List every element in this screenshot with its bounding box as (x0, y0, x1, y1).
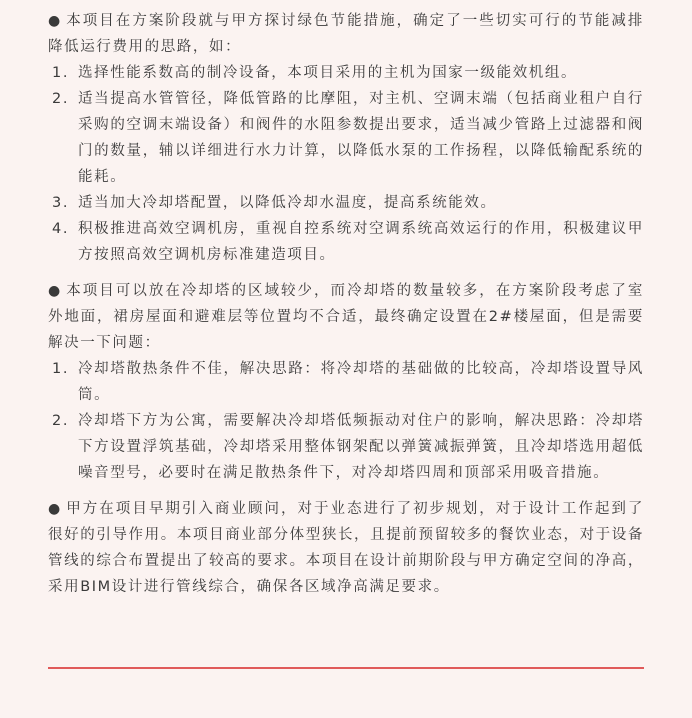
section-text: 本项目可以放在冷却塔的区域较少，而冷却塔的数量较多，在方案阶段考虑了室外地面，裙房屋面和避难层等位置均不合适，最终确定设置在2#楼屋面，但是需要解决一下问题： (48, 283, 644, 351)
section-commercial (48, 496, 644, 600)
bullet-icon: ● (48, 283, 63, 299)
item-number: 1. (52, 361, 70, 377)
item-text: 冷却塔下方为公寓，需要解决冷却塔低频振动对住户的影响，解决思路：冷却塔下方设置浮筑基础，冷却塔采用整体钢架配以弹簧减振弹簧，且冷却塔选用超低噪音型号，必要时在满足散热条件下，对冷却塔四周和顶部采用吸音措施。 (78, 413, 644, 481)
item-number: 4. (52, 221, 70, 237)
item-text: 积极推进高效空调机房，重视自控系统对空调系统高效运行的作用，积极建议甲方按照高效空调机房标准建造项目。 (78, 221, 644, 263)
bullet-icon: ● (48, 501, 63, 517)
section-text: 本项目在方案阶段就与甲方探讨绿色节能措施，确定了一些切实可行的节能减排降低运行费用的思路，如： (48, 13, 644, 55)
section-divider (48, 667, 644, 669)
list-item (48, 408, 644, 486)
section-cooling-tower (48, 278, 644, 486)
item-text: 选择性能系数高的制冷设备，本项目采用的主机为国家一级能效机组。 (78, 65, 578, 81)
section-intro (48, 496, 644, 600)
section-text: 甲方在项目早期引入商业顾问，对于业态进行了初步规划，对于设计工作起到了很好的引导作用。本项目商业部分体型狭长，且提前预留较多的餐饮业态，对于设备管线的综合布置提出了较高的要求。本项目在设计前期阶段与甲方确定空间的净高，采用BIM设计进行管线综合，确保各区域净高满足要求。 (48, 501, 644, 595)
item-number: 2. (52, 91, 70, 107)
list-item (48, 190, 644, 216)
item-text: 适当加大冷却塔配置，以降低冷却水温度，提高系统能效。 (78, 195, 497, 211)
item-number: 2. (52, 413, 70, 429)
section-intro (48, 278, 644, 356)
issues-list (48, 356, 644, 486)
section-green-energy (48, 8, 644, 268)
list-item (48, 356, 644, 408)
list-item (48, 216, 644, 268)
list-item (48, 86, 644, 190)
section-intro (48, 8, 644, 60)
item-text: 适当提高水管管径，降低管路的比摩阻，对主机、空调末端（包括商业租户自行采购的空调末端设备）和阀件的水阻参数提出要求，适当减少管路上过滤器和阀门的数量，辅以详细进行水力计算，以降低水泵的工作扬程，以降低输配系统的能耗。 (78, 91, 644, 185)
bullet-icon: ● (48, 13, 63, 29)
item-number: 3. (52, 195, 70, 211)
item-number: 1. (52, 65, 70, 81)
item-text: 冷却塔散热条件不佳，解决思路：将冷却塔的基础做的比较高，冷却塔设置导风筒。 (78, 361, 644, 403)
list-item (48, 60, 644, 86)
measures-list (48, 60, 644, 268)
